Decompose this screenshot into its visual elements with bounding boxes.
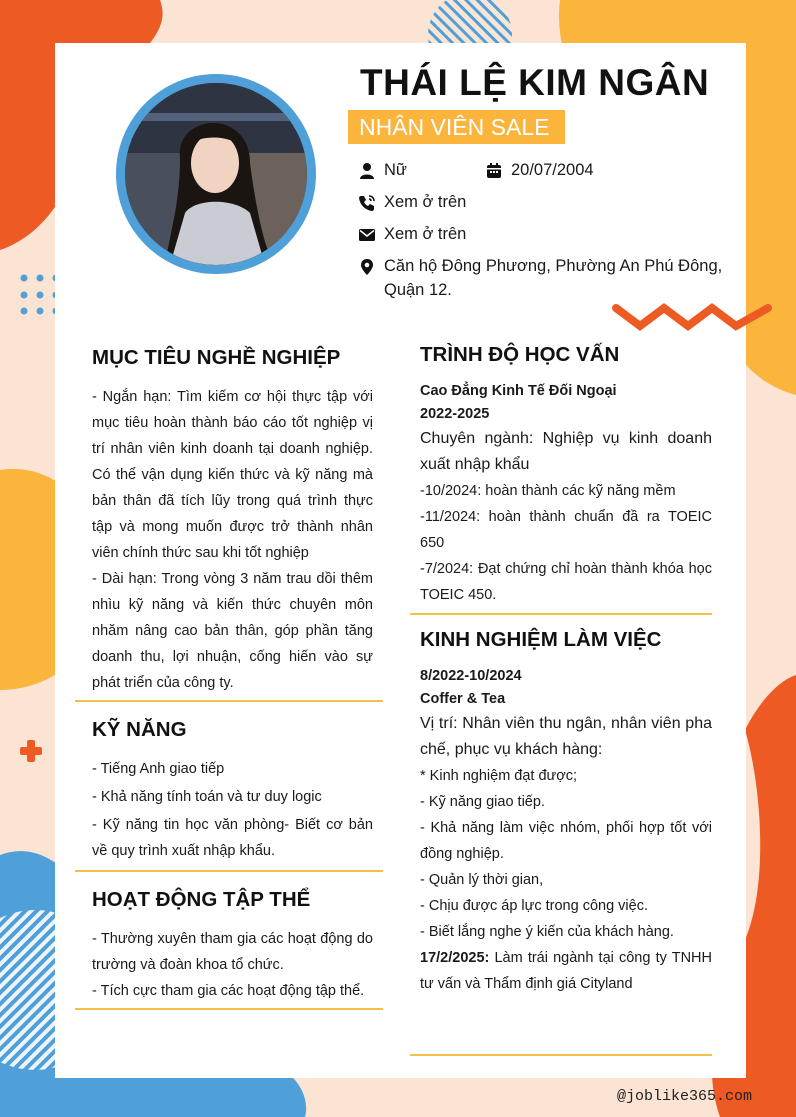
experience-company: Coffer & Tea — [420, 691, 506, 707]
objective-title: MỤC TIÊU NGHỀ NGHIỆP — [92, 346, 341, 369]
address-line-2: Quận 12. — [384, 281, 452, 299]
candidate-name: THÁI LỆ KIM NGÂN — [360, 62, 710, 103]
avatar — [125, 83, 307, 265]
experience-item: - Quản lý thời gian, — [420, 872, 544, 888]
experience-extra — [420, 945, 712, 997]
birthday-row — [485, 161, 594, 180]
zigzag-decoration — [612, 300, 772, 336]
education-school: Cao Đẳng Kinh Tế Đối Ngoại — [420, 383, 617, 399]
section-divider — [75, 700, 383, 702]
experience-item: - Khả năng làm việc nhóm, phối hợp tốt với đồng nghiệp. — [420, 820, 712, 862]
activities-list — [92, 926, 373, 1004]
education-major: Chuyên ngành: Nghiệp vụ kinh doanh xuất nhập khẩu — [420, 430, 712, 473]
experience-title: KINH NGHIỆM LÀM VIỆC — [420, 628, 662, 651]
objective-long-term: - Dài hạn: Trong vòng 3 năm trau dồi thêm nhìu kỹ năng và kiến thức chuyên môn nhăm nâng cao bản thân, góp phần tăng doanh thu, lợi nhuận, cống hiến vào sự phát triển của công ty. — [92, 571, 373, 691]
activity-item: - Thường xuyên tham gia các hoạt động do trường và đoàn khoa tổ chức. — [92, 931, 373, 973]
envelope-icon — [358, 226, 376, 244]
objective-section — [92, 384, 373, 696]
objective-short-term: - Ngắn hạn: Tìm kiếm cơ hội thực tập với mục tiêu hoàn thành báo cáo tốt nghiệp vị trí nhân viên kinh doanh tại doanh nghiệp. Có thể vận dụng kiến thức và kỹ năng mà bản thân đã tích lũy trong quá trình thực tập và mong muốn được trở thành nhân viên chính thức sau khi tốt nghiệp — [92, 389, 373, 561]
section-divider — [410, 1054, 712, 1056]
gender-value: Nữ — [384, 161, 407, 179]
experience-item: - Biết lắng nghe ý kiến của khách hàng. — [420, 924, 674, 940]
section-divider — [410, 613, 712, 615]
experience-extra-date: 17/2/2025: — [420, 950, 490, 966]
email-row — [358, 225, 466, 244]
skill-item: - Khả năng tính toán và tư duy logic — [92, 789, 322, 805]
skill-item: - Tiếng Anh giao tiếp — [92, 761, 225, 777]
education-item: -10/2024: hoàn thành các kỹ năng mềm — [420, 483, 676, 499]
section-divider — [75, 870, 383, 872]
section-divider — [75, 1008, 383, 1010]
phone-value: Xem ở trên — [384, 193, 467, 211]
watermark: @joblike365.com — [617, 1088, 753, 1105]
job-title-badge: NHÂN VIÊN SALE — [348, 110, 565, 144]
education-title: TRÌNH ĐỘ HỌC VẤN — [420, 343, 620, 366]
profile-photo — [116, 74, 316, 274]
skill-item: - Kỹ năng tin học văn phòng- Biết cơ bản về quy trình xuất nhập khẩu. — [92, 817, 373, 859]
email-value: Xem ở trên — [384, 225, 467, 243]
education-years: 2022-2025 — [420, 406, 490, 422]
experience-item: * Kinh nghiệm đạt được; — [420, 768, 578, 784]
address-line-1: Căn hộ Đông Phương, Phường An Phú Đông, — [384, 257, 723, 275]
skills-list — [92, 756, 373, 864]
activities-title: HOẠT ĐỘNG TẬP THỂ — [92, 888, 311, 911]
address-value — [384, 254, 722, 302]
experience-position: Vị trí: Nhân viên thu ngân, nhân viên pha chế, phục vụ khách hàng: — [420, 715, 712, 758]
calendar-icon — [485, 162, 503, 180]
education-item: -11/2024: hoàn thành chuẩn đầ ra TOEIC 650 — [420, 509, 712, 551]
address-row — [358, 257, 722, 302]
gender-row — [358, 161, 407, 180]
experience-item: - Chịu được áp lực trong công việc. — [420, 898, 648, 914]
education-achievements — [420, 478, 712, 608]
experience-item: - Kỹ năng giao tiếp. — [420, 794, 545, 810]
birthday-value: 20/07/2004 — [511, 161, 594, 179]
phone-row — [358, 193, 466, 212]
phone-icon — [358, 194, 376, 212]
portrait-image — [125, 83, 307, 265]
experience-extra-text: Làm trái ngành tại công ty TNHH tư vấn và Thẩm định giá Cityland — [420, 950, 712, 992]
experience-details — [420, 763, 712, 997]
user-icon — [358, 162, 376, 180]
experience-period: 8/2022-10/2024 — [420, 668, 522, 684]
skills-title: KỸ NĂNG — [92, 718, 187, 741]
activity-item: - Tích cực tham gia các hoạt động tập thể. — [92, 983, 365, 999]
education-item: -7/2024: Đạt chứng chỉ hoàn thành khóa học TOEIC 450. — [420, 561, 712, 603]
location-pin-icon — [358, 258, 376, 276]
